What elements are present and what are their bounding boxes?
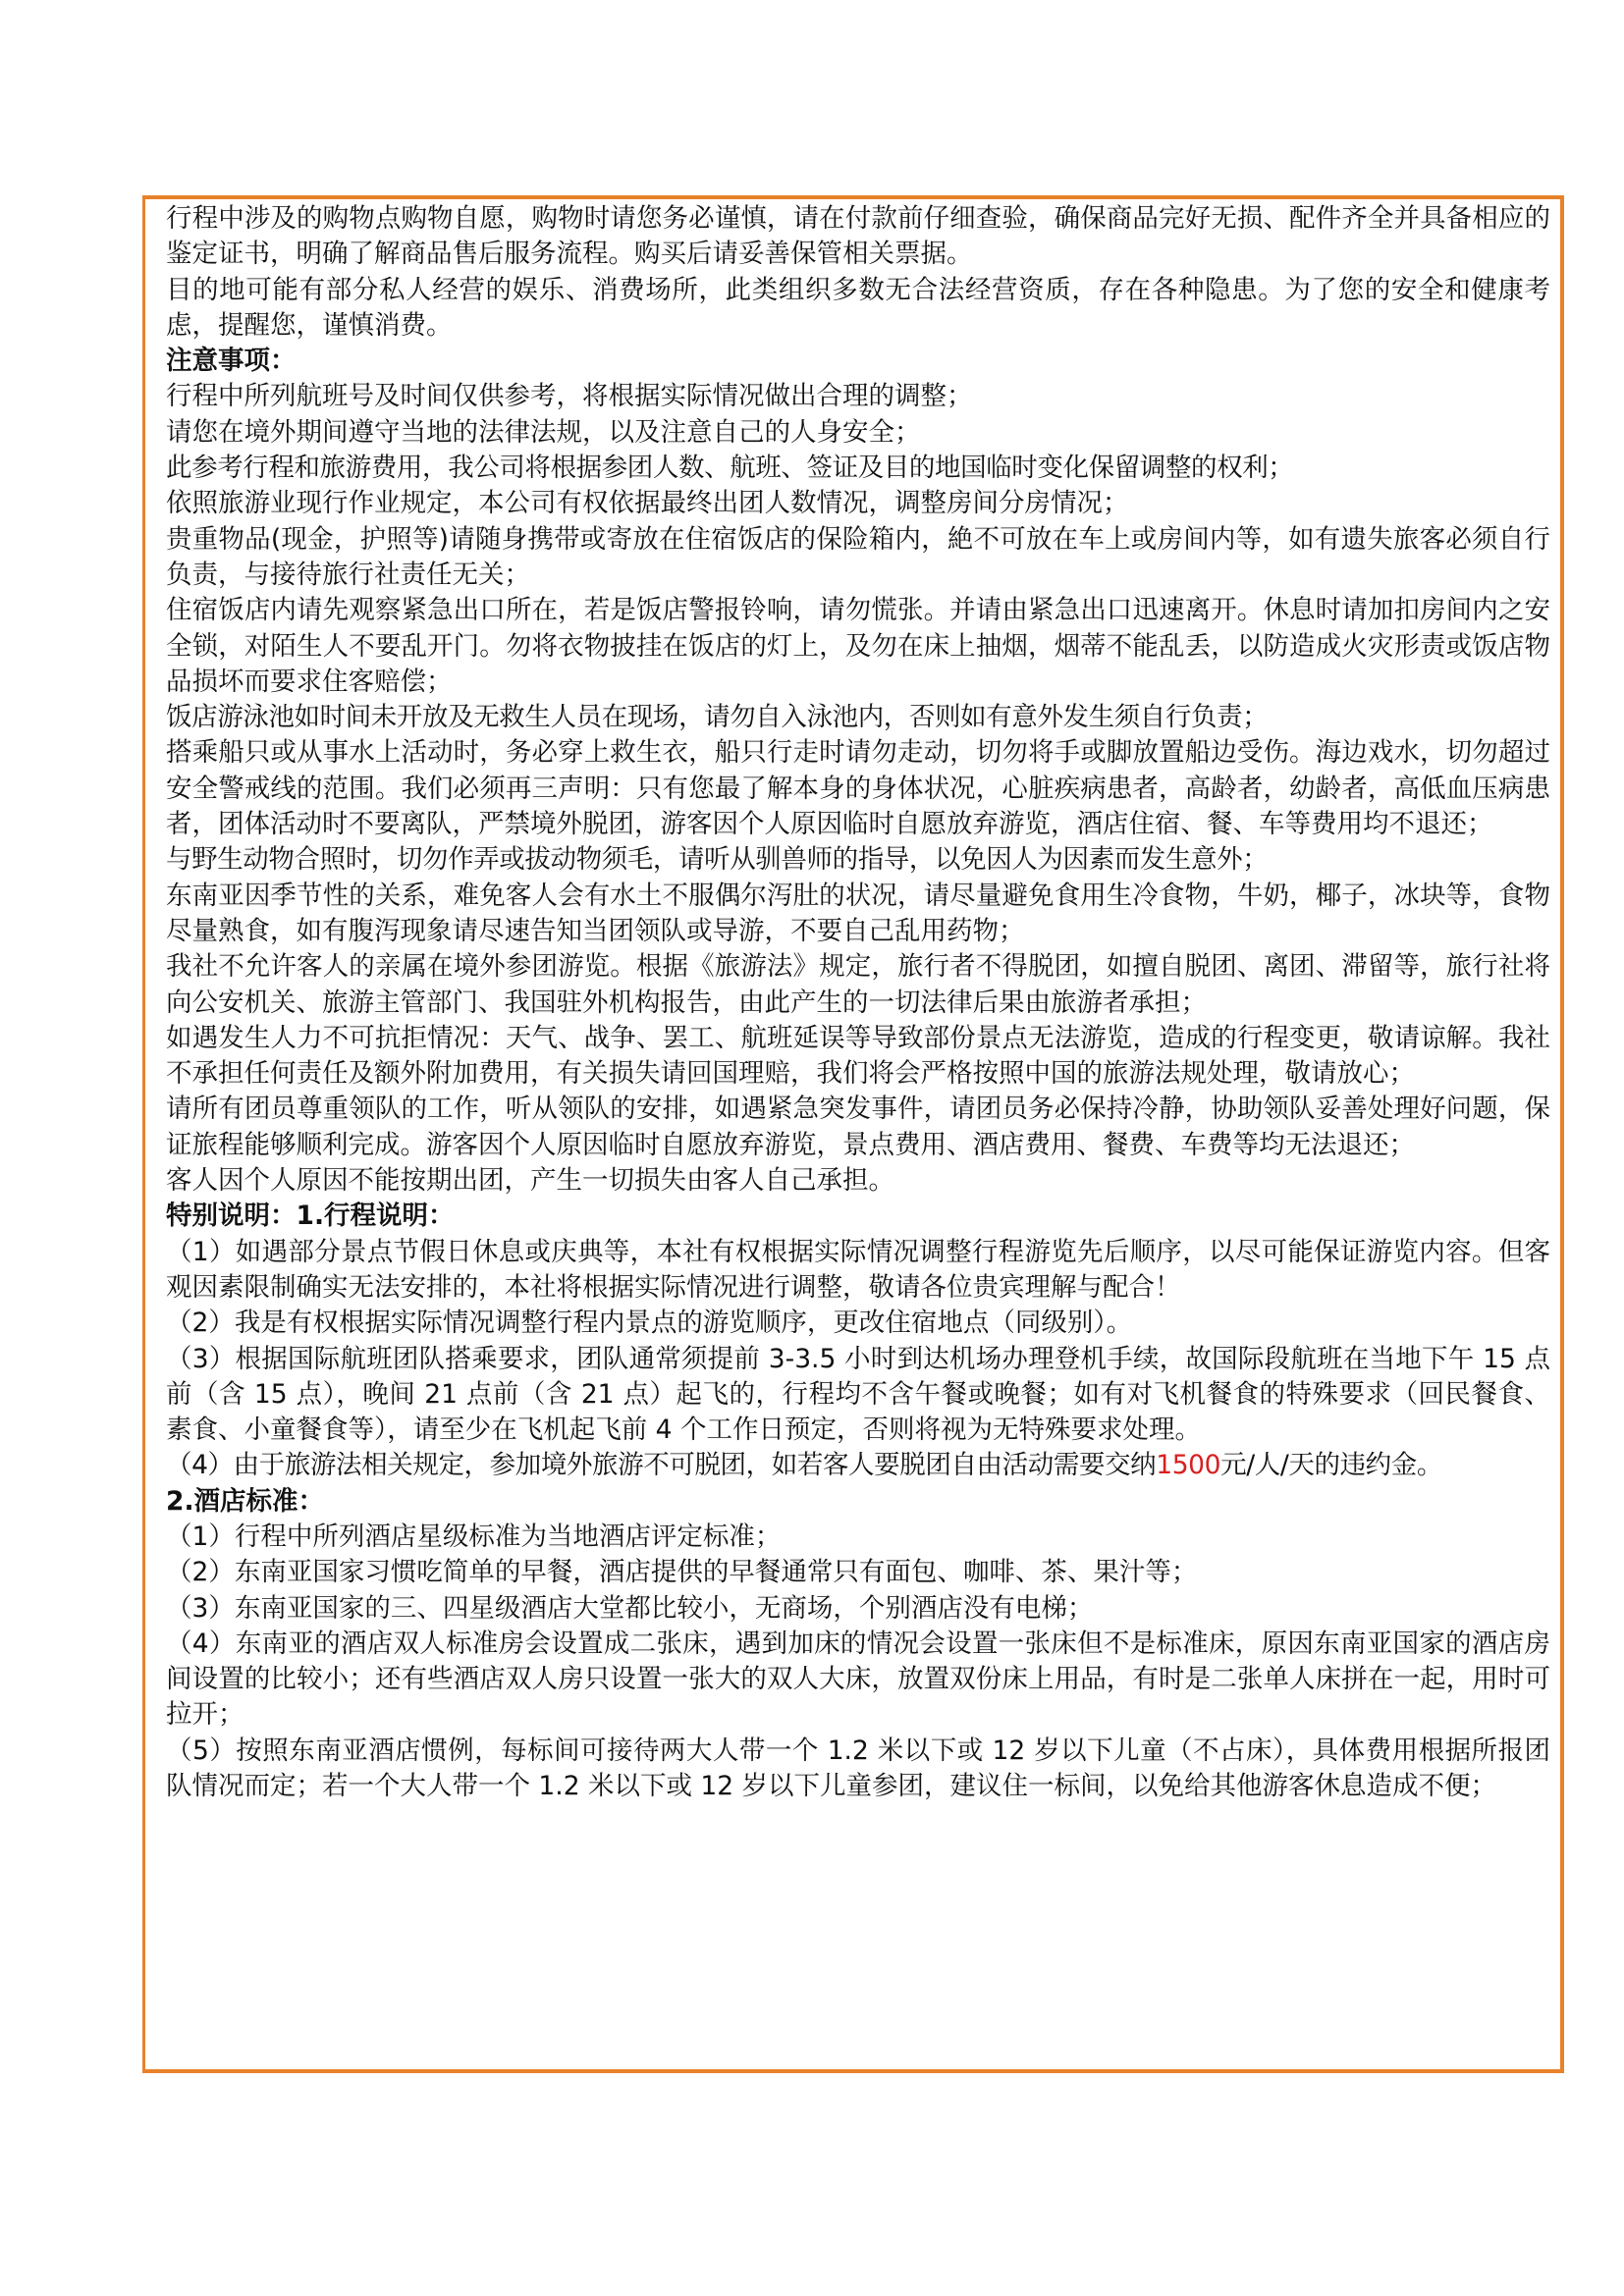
special-heading: 特别说明：1.行程说明： (166, 1201, 455, 1232)
notes-item: 如遇发生人力不可抗拒情况：天气、战争、罢工、航班延误等导致部份景点无法游览，造成的行程变更，敬请谅解。我社不承担任何责任及额外附加费用，有关损失请回国理赔，我们将会严格按照中国的旅游法规处理，敬请放心； (166, 1022, 1550, 1090)
notes-item: 此参考行程和旅游费用，我公司将根据参团人数、航班、签证及目的地国临时变化保留调整的权利； (166, 453, 1294, 484)
special-item: （1）如遇部分景点节假日休息或庆典等，本社有权根据实际情况调整行程游览先后顺序，以尽可能保证游览内容。但客观因素限制确实无法安排的，本社将根据实际情况进行调整，敬请各位贵宾理解与配合！ (166, 1236, 1550, 1303)
special-item: （3）根据国际航班团队搭乘要求，团队通常须提前 3-3.5 小时到达机场办理登机手续，故国际段航班在当地下午 15 点前（含 15 点），晚间 21 点前（含 21 点）起飞的，行程均不含午餐或晚餐；如有对飞机餐食的特殊要求（回民餐食、素食、小童餐食等），请至少在飞机起飞前 4 个工作日预定，否则将视为无特殊要求处理。 (166, 1343, 1550, 1446)
notes-item: 客人因个人原因不能按期出团，产生一切损失由客人自己承担。 (166, 1165, 894, 1197)
notes-item: 搭乘船只或从事水上活动时，务必穿上救生衣，船只行走时请勿走动，切勿将手或脚放置船边受伤。海边戏水，切勿超过安全警戒线的范围。我们必须再三声明：只有您最了解本身的身体状况，心脏疾病患者，高龄者，幼龄者，高低血压病患者，团体活动时不要离队，严禁境外脱团，游客因个人原因临时自愿放弃游览，酒店住宿、餐、车等费用均不退还； (166, 737, 1550, 840)
notes-item: 贵重物品(现金，护照等)请随身携带或寄放在住宿饭店的保险箱内，絶不可放在车上或房间内等，如有遗失旅客必须自行负责，与接待旅行社责任无关； (166, 523, 1550, 590)
notes-item: 请您在境外期间遵守当地的法律法规，以及注意自己的人身安全； (166, 416, 921, 448)
notes-item: 住宿饭店内请先观察紧急出口所在，若是饭店警报铃响，请勿慌张。并请由紧急出口迅速离开。休息时请加扣房间内之安全锁，对陌生人不要乱开门。勿将衣物披挂在饭店的灯上，及勿在床上抽烟，烟蒂不能乱丢，以防造成火灾形责或饭店物品损坏而要求住客赔偿； (166, 595, 1550, 697)
notes-item: 与野生动物合照时，切勿作弄或拔动物须毛，请听从驯兽师的指导，以免因人为因素而发生意外； (166, 844, 1269, 876)
special-item: （2）我是有权根据实际情况调整行程内景点的游览顺序，更改住宿地点（同级别）。 (166, 1308, 1133, 1339)
notes-item: 东南亚因季节性的关系，难免客人会有水土不服偶尔泻肚的状况，请尽量避免食用生冷食物，牛奶，椰子，冰块等，食物尽量熟食，如有腹泻现象请尽速告知当团领队或导游，不要自己乱用药物； (166, 880, 1550, 946)
hotel-item: （5）按照东南亚酒店惯例，每标间可接待两大人带一个 1.2 米以下或 12 岁以下儿童（不占床），具体费用根据所报团队情况而定；若一个大人带一个 1.2 米以下或 12 岁以下儿童参团，建议住一标间，以免给其他游客休息造成不便； (166, 1735, 1550, 1802)
hotel-heading: 2.酒店标准： (166, 1485, 325, 1517)
special-item-4 (166, 1448, 1550, 1483)
document-frame (142, 195, 1564, 2073)
special-item-4-suffix: 元/人/天的违约金。 (1220, 1450, 1442, 1481)
hotel-item: （2）东南亚国家习惯吃简单的早餐，酒店提供的早餐通常只有面包、咖啡、茶、果汁等； (166, 1557, 1198, 1588)
hotel-item: （1）行程中所列酒店星级标准为当地酒店评定标准； (166, 1521, 782, 1552)
notes-item: 依照旅游业现行作业规定，本公司有权依据最终出团人数情况，调整房间分房情况； (166, 488, 1129, 519)
hotel-item: （3）东南亚国家的三、四星级酒店大堂都比较小，无商场，个别酒店没有电梯； (166, 1592, 1094, 1624)
intro-paragraph: 行程中涉及的购物点购物自愿，购物时请您务必谨慎，请在付款前仔细查验，确保商品完好无损、配件齐全并具备相应的鉴定证书，明确了解商品售后服务流程。购买后请妥善保管相关票据。 (166, 203, 1550, 270)
notes-item: 请所有团员尊重领队的工作，听从领队的安排，如遇紧急突发事件，请团员务必保持冷静，协助领队妥善处理好问题，保证旅程能够顺利完成。游客因个人原因临时自愿放弃游览，景点费用、酒店费用、餐费、车费等均无法退还； (166, 1094, 1550, 1160)
intro-paragraph: 目的地可能有部分私人经营的娱乐、消费场所，此类组织多数无合法经营资质，存在各种隐患。为了您的安全和健康考虑，提醒您，谨慎消费。 (166, 274, 1550, 341)
notes-item: 行程中所列航班号及时间仅供参考，将根据实际情况做出合理的调整； (166, 381, 973, 412)
notes-heading: 注意事项： (166, 346, 297, 377)
hotel-item: （4）东南亚的酒店双人标准房会设置成二张床，遇到加床的情况会设置一张床但不是标准床，原因东南亚国家的酒店房间设置的比较小；还有些酒店双人房只设置一张大的双人大床，放置双份床上用品，有时是二张单人床拼在一起，用时可拉开； (166, 1628, 1550, 1731)
special-item-4-text: （4）由于旅游法相关规定，参加境外旅游不可脱团，如若客人要脱团自由活动需要交纳 (166, 1450, 1157, 1481)
notes-item: 饭店游泳池如时间未开放及无救生人员在现场，请勿自入泳池内，否则如有意外发生须自行负责； (166, 702, 1269, 733)
penalty-amount: 1500 (1156, 1450, 1221, 1481)
notes-item: 我社不允许客人的亲属在境外参团游览。根据《旅游法》规定，旅行者不得脱团，如擅自脱团、离团、滞留等，旅行社将向公安机关、旅游主管部门、我国驻外机构报告，由此产生的一切法律后果由旅游者承担； (166, 951, 1550, 1018)
